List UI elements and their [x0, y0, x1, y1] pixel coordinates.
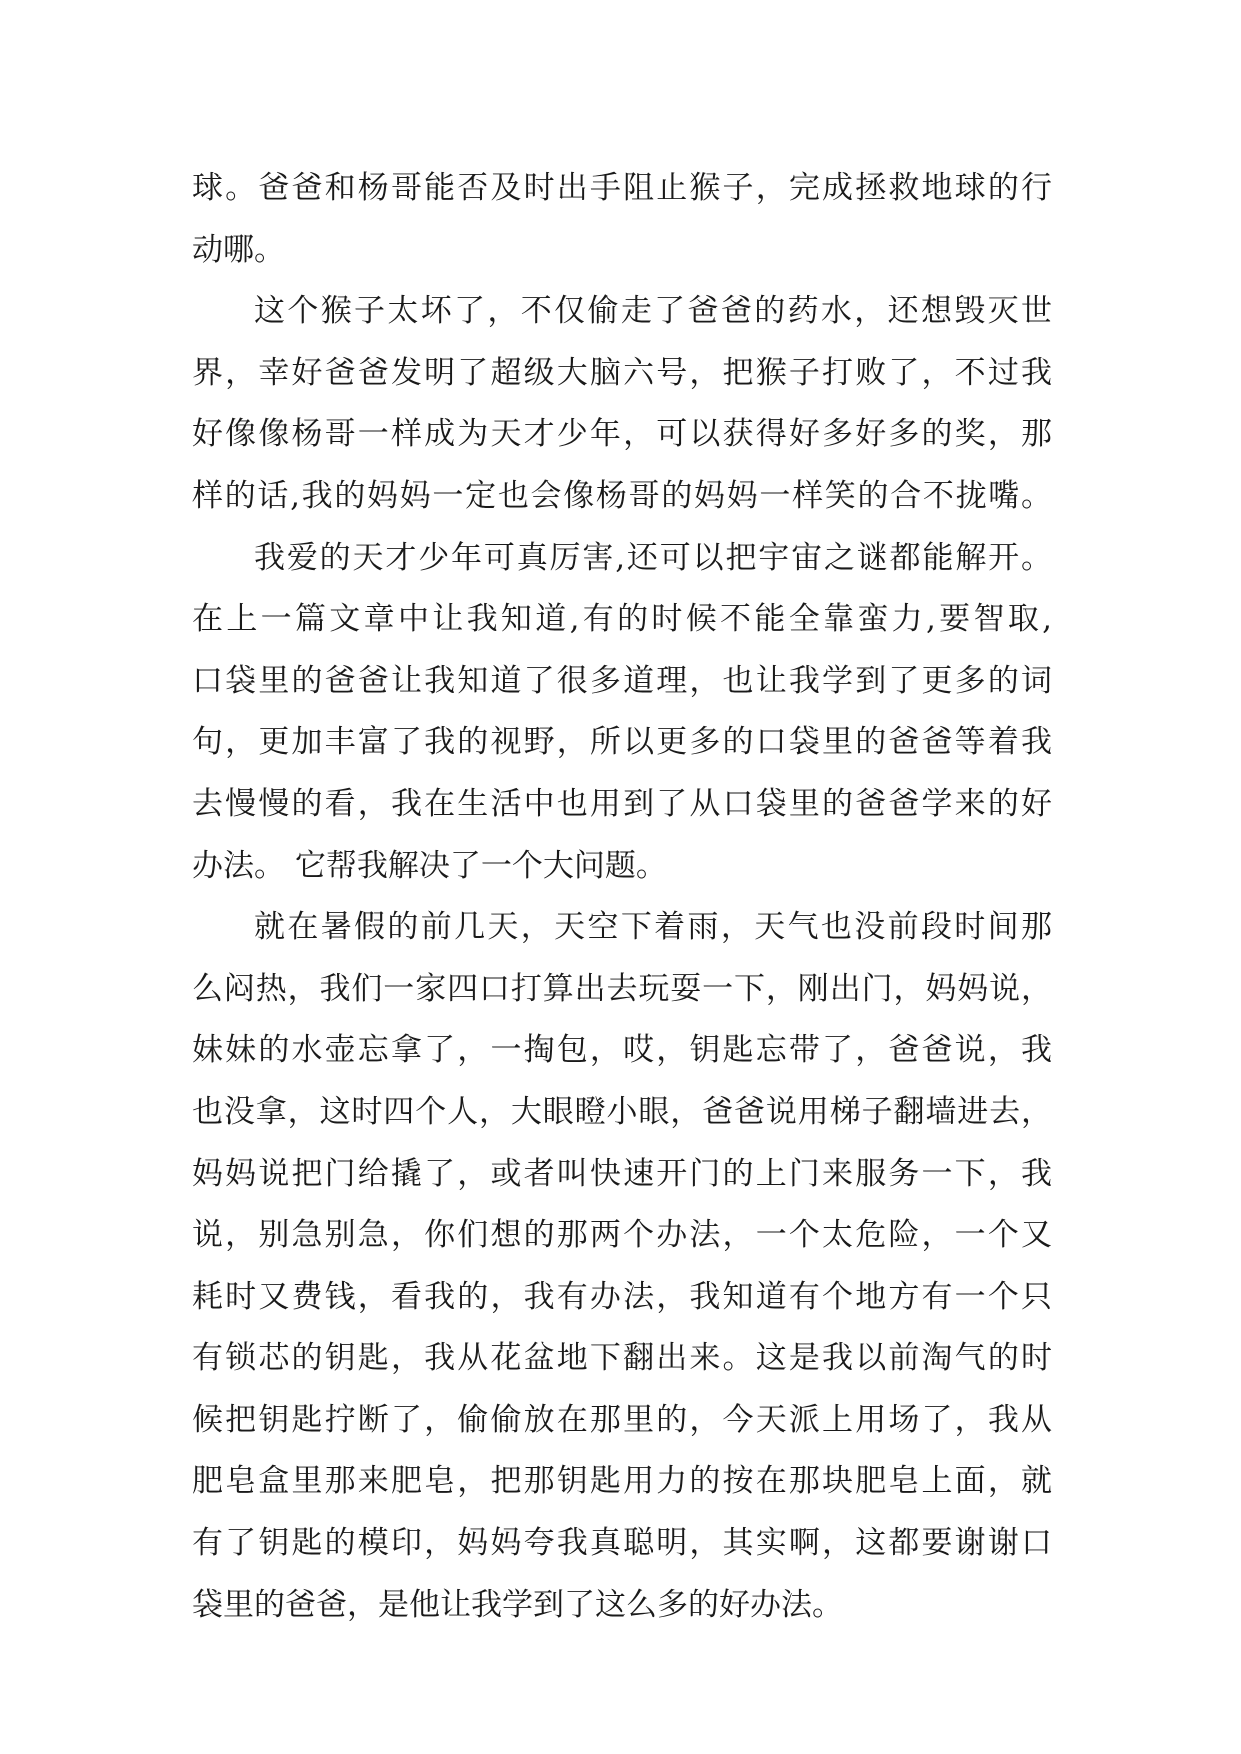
text-line: 有了钥匙的模印，妈妈夸我真聪明，其实啊，这都要谢谢口 [192, 1525, 1052, 1562]
text-line: 袋里的爸爸，是他让我学到了这么多的好办法。 [192, 1586, 843, 1623]
document-body [192, 158, 1052, 1636]
text-line: 有锁芯的钥匙，我从花盆地下翻出来。这是我以前淘气的时 [192, 1340, 1052, 1377]
text-line: 好像像杨哥一样成为天才少年，可以获得好多好多的奖，那 [192, 416, 1052, 453]
text-line: 球。爸爸和杨哥能否及时出手阻止猴子，完成拯救地球的行 [192, 170, 1052, 206]
text-line: 在上一篇文章中让我知道,有的时候不能全靠蛮力,要智取, [192, 601, 1052, 638]
text-line: 肥皂盒里那来肥皂，把那钥匙用力的按在那块肥皂上面，就 [192, 1463, 1052, 1500]
text-line: 妹妹的水壶忘拿了，一掏包，哎，钥匙忘带了，爸爸说，我 [192, 1032, 1052, 1069]
text-line: 句，更加丰富了我的视野，所以更多的口袋里的爸爸等着我 [192, 724, 1052, 761]
text-line: 去慢慢的看，我在生活中也用到了从口袋里的爸爸学来的好 [192, 785, 1052, 822]
text-line: 耗时又费钱，看我的，我有办法，我知道有个地方有一个只 [192, 1278, 1052, 1315]
text-line: 办法。 它帮我解决了一个大问题。 [192, 847, 667, 884]
text-line: 说，别急别急，你们想的那两个办法，一个太危险，一个又 [192, 1217, 1052, 1254]
text-line: 候把钥匙拧断了，偷偷放在那里的，今天派上用场了，我从 [192, 1401, 1052, 1438]
text-line: 动哪。 [192, 231, 285, 268]
paragraph-first-line: 就在暑假的前几天，天空下着雨，天气也没前段时间那 [254, 909, 1052, 946]
text-line: 界，幸好爸爸发明了超级大脑六号，把猴子打败了，不过我 [192, 354, 1052, 391]
text-line: 样的话,我的妈妈一定也会像杨哥的妈妈一样笑的合不拢嘴。 [192, 477, 1052, 514]
text-line: 妈妈说把门给撬了，或者叫快速开门的上门来服务一下，我 [192, 1155, 1052, 1192]
paragraph-first-line: 这个猴子太坏了，不仅偷走了爸爸的药水，还想毁灭世 [254, 293, 1052, 330]
text-line: 口袋里的爸爸让我知道了很多道理，也让我学到了更多的词 [192, 662, 1052, 699]
paragraph-first-line: 我爱的天才少年可真厉害,还可以把宇宙之谜都能解开。 [254, 539, 1052, 576]
text-line: 也没拿，这时四个人，大眼瞪小眼，爸爸说用梯子翻墙进去， [192, 1093, 1052, 1130]
text-line: 么闷热，我们一家四口打算出去玩耍一下，刚出门，妈妈说， [192, 970, 1052, 1007]
